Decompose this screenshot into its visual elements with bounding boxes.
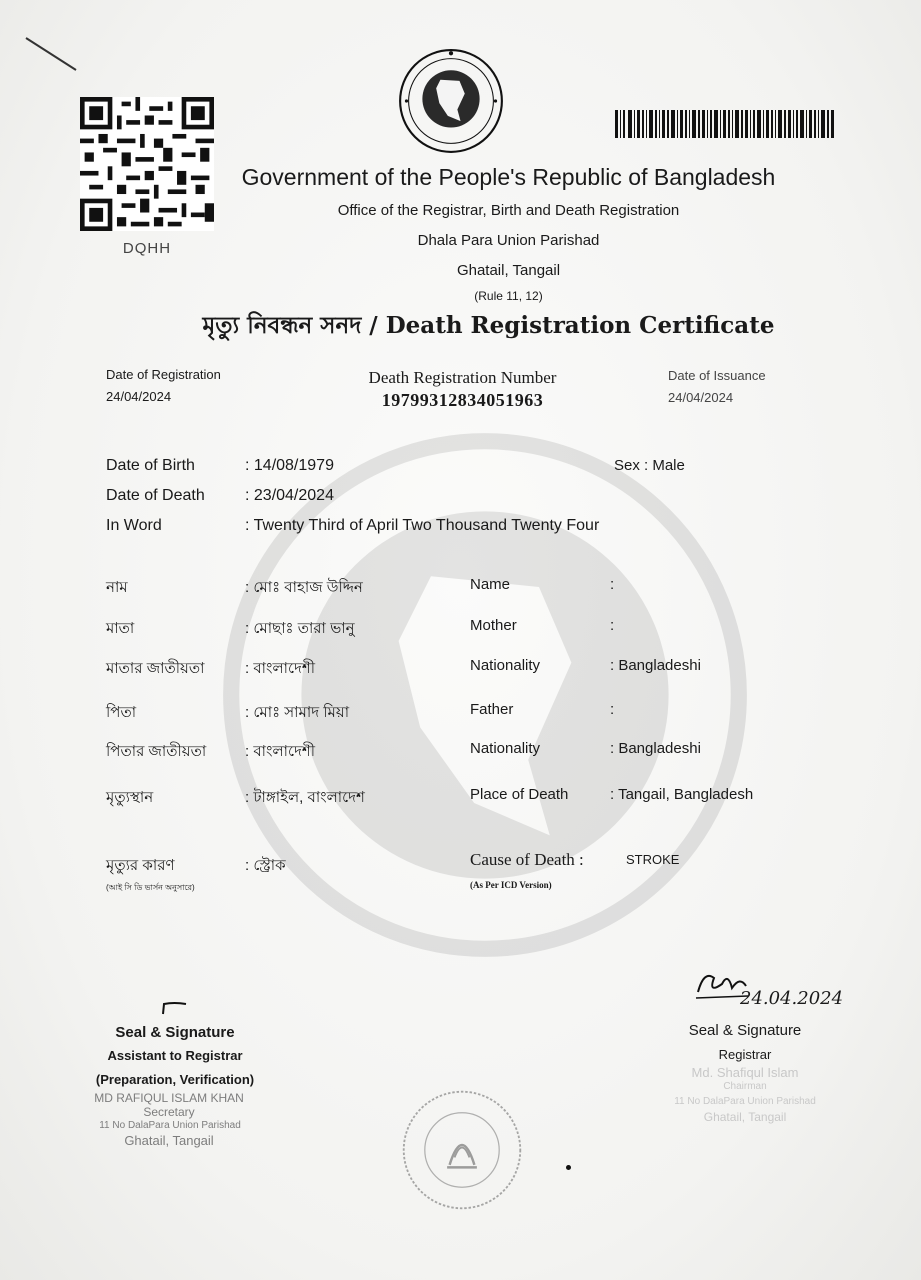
cause-bn-note: (আই সি ডি ভার্সন অনুসারে) [106,883,195,892]
in-word-value: : Twenty Third of April Two Thousand Twenty Four [245,517,600,534]
sex-value: Sex : Male [614,457,685,474]
mother-bn-value: : মোছাঃ তারা ভানু [245,620,355,637]
certificate-title: মৃত্যু নিবন্ধন সনদ / Death Registration Certificate [202,312,775,339]
right-stamp-office: 11 No DalaPara Union Parishad [674,1096,816,1107]
government-title: Government of the People's Republic of Bangladesh [241,164,776,190]
right-role: Registrar [718,1047,772,1062]
registration-number-value: 19799312834051963 [381,390,544,410]
qr-code-text: DQHH [122,240,172,257]
cause-en-note: (As Per ICD Version) [470,880,552,890]
issuance-date-label: Date of Issuance [668,368,766,383]
death-date-label: Date of Death [106,487,205,504]
mother-nationality-en-label: Nationality [470,657,541,674]
registration-number-label: Death Registration Number [368,368,557,387]
left-stamp-place: Ghatail, Tangail [124,1133,214,1148]
rule-reference: (Rule 11, 12) [474,289,543,303]
birth-date-label: Date of Birth [106,457,195,474]
place-of-death-en-value: : Tangail, Bangladesh [610,786,754,803]
father-en-label: Father [470,701,514,718]
office-title: Office of the Registrar, Birth and Death Registration [337,202,680,219]
in-word-label: In Word [106,517,162,534]
cause-bn-label: মৃত্যুর কারণ [106,857,175,874]
name-bn-value: : মোঃ বাহাজ উদ্দিন [245,579,363,596]
right-seal-title: Seal & Signature [688,1022,802,1039]
place-of-death-bn-value: : টাঙ্গাইল, বাংলাদেশ [245,789,365,806]
barcode-icon [615,110,835,138]
left-stamp-title: Secretary [143,1105,195,1119]
cause-en-value: STROKE [626,852,680,867]
left-seal-title: Seal & Signature [115,1024,235,1041]
left-stamp-office: 11 No DalaPara Union Parishad [99,1120,241,1131]
father-nationality-bn-value: : বাংলাদেশী [245,743,316,760]
father-bn-value: : মোঃ সামাদ মিয়া [245,704,350,721]
right-stamp-title: Chairman [723,1081,767,1092]
cause-bn-value: : স্ট্রোক [245,857,286,874]
father-nationality-bn-label: পিতার জাতীয়তা [106,743,207,760]
mother-en-label: Mother [470,617,517,634]
place-of-death-bn-label: মৃত্যুস্থান [106,789,154,806]
place-of-death-en-label: Place of Death [470,786,569,803]
ink-dot [566,1165,571,1170]
father-nationality-en-value: : Bangladeshi [610,740,701,757]
union-name: Dhala Para Union Parishad [417,232,600,249]
name-en-label: Name [470,576,511,593]
name-en-value: : [610,576,615,593]
mother-nationality-bn-value: : বাংলাদেশী [245,660,316,677]
left-role-sub: (Preparation, Verification) [95,1072,255,1087]
left-stamp-name: MD RAFIQUL ISLAM KHAN [94,1091,244,1105]
death-date-value: : 23/04/2024 [245,487,334,504]
government-emblem-icon [398,48,504,154]
location-name: Ghatail, Tangail [456,262,561,279]
name-bn-label: নাম [106,579,128,596]
right-handwritten-date: 24.04.2024 [740,988,844,1009]
father-en-value: : [610,701,615,718]
mother-nationality-en-value: : Bangladeshi [610,657,701,674]
father-bn-label: পিতা [106,704,137,721]
left-role: Assistant to Registrar [107,1048,243,1063]
right-stamp-place: Ghatail, Tangail [703,1110,787,1124]
father-nationality-en-label: Nationality [470,740,541,757]
registration-date-label: Date of Registration [106,367,221,382]
cause-en-label: Cause of Death : [470,850,584,869]
right-stamp-name: Md. Shafiqul Islam [691,1065,799,1080]
pen-mark [24,36,80,76]
registration-date-value: 24/04/2024 [106,389,172,404]
issuance-date-value: 24/04/2024 [668,390,734,405]
birth-date-value: : 14/08/1979 [245,457,334,474]
left-signature-mark [160,1000,190,1016]
mother-bn-label: মাতা [106,620,135,637]
mother-nationality-bn-label: মাতার জাতীয়তা [106,660,205,677]
mother-en-value: : [610,617,615,634]
union-parishad-seal-icon [400,1088,524,1212]
